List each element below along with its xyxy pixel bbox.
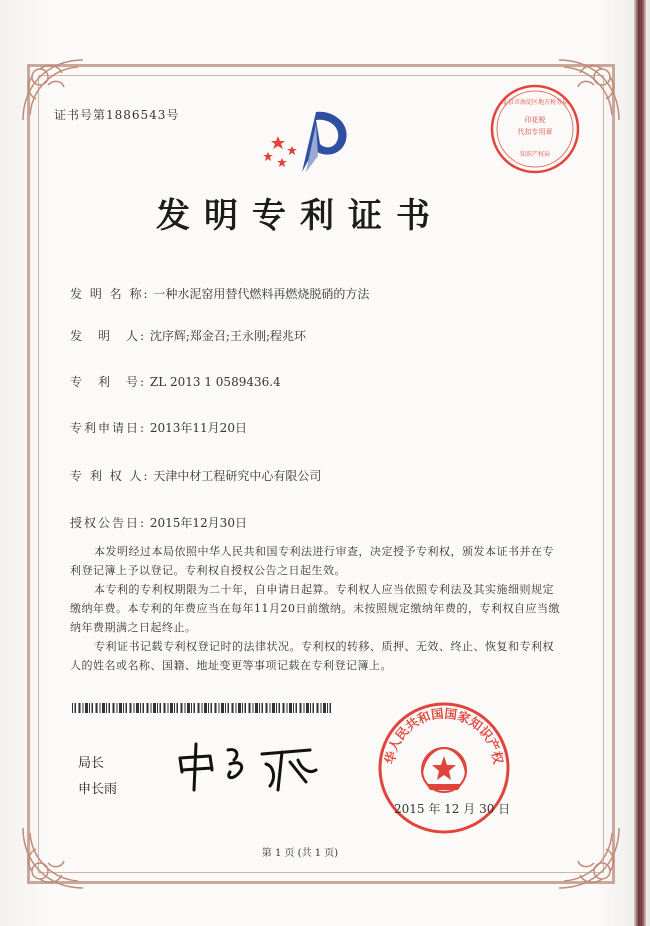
certificate-body [70,542,560,675]
field-label: 发 明 名 称: [70,287,150,301]
certificate-title: 发明专利证书 [156,196,444,236]
svg-text:代扣专用章: 代扣专用章 [517,128,553,136]
field-label: 专 利 权 人: [70,469,150,483]
page-number: 第 1 页 (共 1 页) [261,848,339,859]
field-label: 专利申请日: [70,421,147,435]
director-signature [170,730,330,800]
body-paragraph: 专利证书记载专利权登记时的法律状况。专利权的转移、质押、无效、终止、恢复和专利权人的姓名或名称、国籍、地址变更等事项记载在专利登记簿上。 [70,640,554,672]
field-label: 授权公告日: [70,516,147,530]
field-value: 2013年11月20日 [149,421,247,435]
field-value: 一种水泥窑用替代燃料再燃烧脱硝的方法 [153,287,370,301]
body-paragraph: 本发明经过本局依照中华人民共和国专利法进行审查，决定授予专利权，颁发本证书并在专利登记簿上予以登记。专利权自授权公告之日起生效。 [70,545,554,577]
seal-date: 2015 年 12 月 30 日 [394,802,511,816]
field-label: 专 利 号: [70,375,147,389]
svg-text:知识产权局: 知识产权局 [519,151,551,158]
svg-text:北京市海淀区地方税务局: 北京市海淀区地方税务局 [501,99,569,106]
certificate-number: 证书号第1886543号 [54,108,180,122]
field-patentee [70,467,321,484]
field-value: 2015年12月30日 [149,516,247,530]
tax-stamp-seal [488,82,582,176]
body-paragraph: 本专利的专利权期限为二十年，自申请日起算。专利权人应当依照专利法及其实施细则规定缴纳年费。本专利的年费应当在每年11月20日前缴纳。未按照规定缴纳年费的，专利权自应当缴纳年费期满之日起终止。 [70,583,560,634]
field-inventors [70,327,306,344]
field-application-date [70,419,247,436]
svg-text:印花税: 印花税 [524,116,546,124]
svg-text:中华人民共和国国家知识产权局: 华人民共和国国家知识产权 [381,705,507,766]
binding-edge [634,0,646,926]
director-title: 局长 [78,756,105,771]
field-patent-number [70,373,281,390]
field-label: 发 明 人: [70,329,147,343]
director-name: 申长雨 [78,782,118,797]
patent-office-logo-icon [258,104,358,176]
field-grant-date [70,514,247,531]
field-value: ZL 2013 1 0589436.4 [149,375,281,389]
barcode [72,703,332,713]
field-value: 沈序辉;郑金召;王永刚;程兆环 [149,329,307,343]
field-value: 天津中材工程研究中心有限公司 [153,469,322,483]
field-invention-name [70,285,369,302]
